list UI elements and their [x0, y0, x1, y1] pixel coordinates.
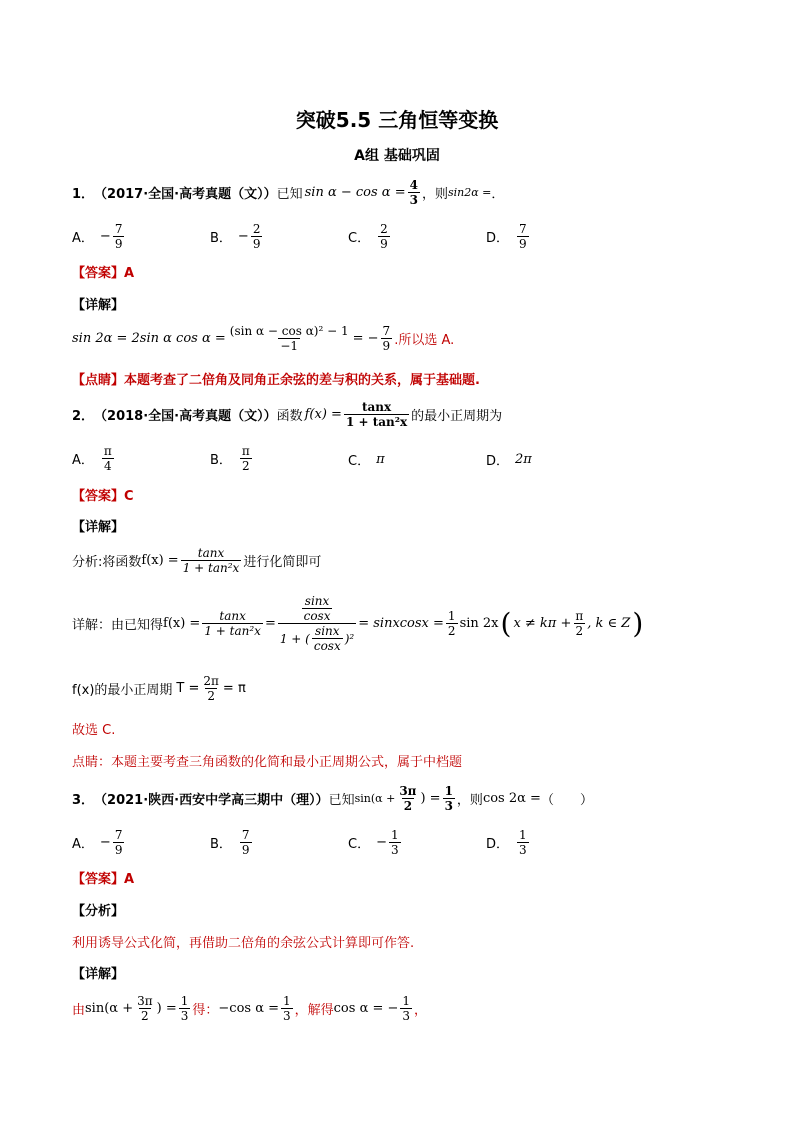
analysis-line: 分析:将函数 f(x) = $\frac{\tan x}{\text{1 + tan²x}}$ 进行化简即可	[72, 546, 322, 575]
detail-label: 【详解】	[72, 520, 125, 535]
answer-label: 【答案】A	[72, 266, 135, 281]
detail-formula: sin 2α = 2sin α cos α = $\frac{\text{(sin α − cos α)² − 1}}{-1}$ = − $\frac{7}{9}$ .所以选 A.	[72, 324, 455, 353]
detail-label: 【详解】	[72, 967, 125, 982]
option-d[interactable]: D． $\frac{7}{9}$	[486, 222, 527, 251]
detail-derivation: 详解：由已知得 f(x) = $\frac{\tan x}{\text{1 + tan²x}}$ = $\frac{\sin x}{\cos x}$ 1 + ( $\frac{\sin x}{\cos x}$ )² = sinxcosx = $\frac{1}{2}$ sin 2x ( x ≠ kπ + $\frac{\pi}{2}$ , k ∈ Z )	[72, 594, 644, 653]
question-1: 1． （2017·全国·高考真题（文）） 已知 sin α − cos α = $\frac{4}{3}$ ，则 sin2α = ．	[72, 178, 505, 207]
answer-label: 【答案】A	[72, 872, 135, 887]
option-b[interactable]: B． − $\frac{2}{9}$	[210, 222, 261, 251]
question-3: 3． （2021·陕西·西安中学高三期中（理）） 已知 sin(α + $\frac{3\pi}{2}$ ) = $\frac{1}{3}$ ，则 cos 2α = （ ）	[72, 784, 593, 813]
option-b[interactable]: B． $\frac{\pi}{2}$	[210, 444, 250, 473]
detail-derivation: 由 sin(α + $\frac{3\pi}{2}$ ) = $\frac{1}{3}$ 得： −cos α = $\frac{1}{3}$ ，解得 cos α = − $\frac{1}{3}$ ，	[72, 994, 428, 1023]
comment: 点睛：本题主要考查三角函数的化简和最小正周期公式，属于中档题	[72, 755, 463, 770]
option-a[interactable]: A． − $\frac{7}{9}$	[72, 828, 123, 857]
question-source: （2017·全国·高考真题（文））	[94, 187, 277, 202]
detail-label: 【详解】	[72, 298, 125, 313]
question-number: 1．	[72, 187, 95, 202]
choice-line: 故选 C.	[72, 723, 116, 738]
group-heading: A组 基础巩固	[354, 148, 440, 164]
option-b[interactable]: B． $\frac{7}{9}$	[210, 828, 250, 857]
analysis-label: 【分析】	[72, 904, 125, 919]
option-c[interactable]: C． − $\frac{1}{3}$	[348, 828, 399, 857]
option-d[interactable]: D． $\frac{1}{3}$	[486, 828, 527, 857]
comment: 【点睛】本题考查了二倍角及同角正余弦的差与积的关系，属于基础题.	[72, 373, 480, 388]
question-source: （2018·全国·高考真题（文））	[94, 409, 277, 424]
option-a[interactable]: A． $\frac{\pi}{4}$	[72, 444, 112, 473]
condition-fraction: $\frac{4}{3}$	[409, 178, 418, 207]
option-c[interactable]: C． $\frac{2}{9}$	[348, 222, 388, 251]
question-stem: 已知	[276, 187, 303, 202]
option-c[interactable]: C． π	[348, 452, 385, 469]
option-a[interactable]: A． − $\frac{7}{9}$	[72, 222, 123, 251]
option-d[interactable]: D． 2π	[486, 452, 532, 469]
question-number: 3．	[72, 793, 95, 808]
question-2: 2． （2018·全国·高考真题（文）） 函数 f(x) = $\frac{\tan x}{\text{1 + tan²x}}$ 的最小正周期为	[72, 400, 503, 429]
question-source: （2021·陕西·西安中学高三期中（理））	[94, 793, 329, 808]
answer-label: 【答案】C	[72, 489, 134, 504]
analysis-text: 利用诱导公式化简，再借助二倍角的余弦公式计算即可作答.	[72, 936, 415, 951]
condition-lhs: sin α − cos α =	[304, 185, 406, 200]
period-line: f(x)的最小正周期 T = $\frac{2\pi}{2}$ = π	[72, 674, 246, 703]
ask-expression: sin2α =	[448, 186, 492, 199]
question-number: 2．	[72, 409, 95, 424]
page-title: 突破5.5 三角恒等变换	[295, 108, 499, 132]
